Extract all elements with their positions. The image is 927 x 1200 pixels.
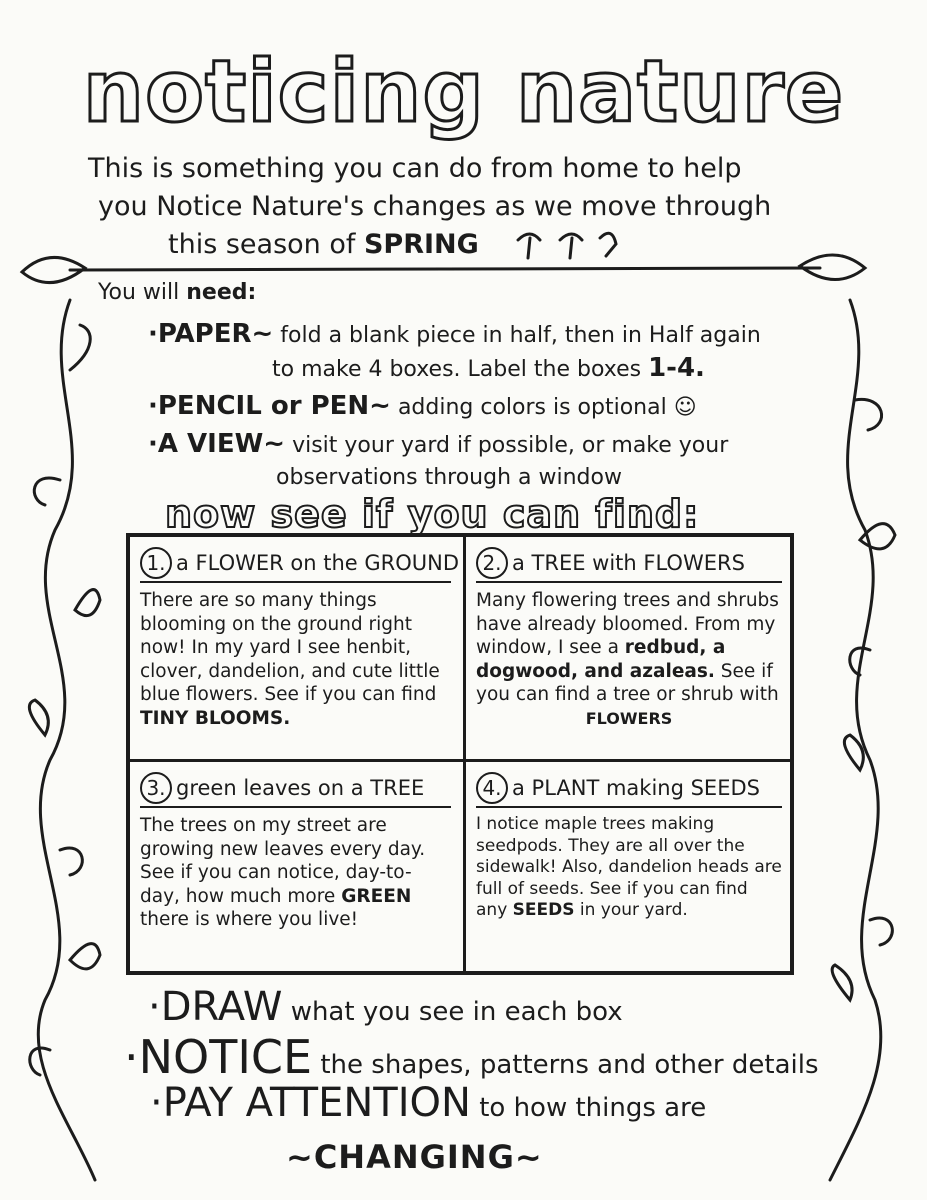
box-3-heading: 3. green leaves on a TREE [140,772,451,808]
box-4-heading: 4. a PLANT making SEEDS [476,772,782,808]
box-2-number: 2. [476,547,508,579]
box-2-heading: 2. a TREE with FLOWERS [476,547,782,583]
find-grid [126,533,794,975]
box-3 [130,762,466,971]
box-1 [130,537,466,762]
box-3-number: 3. [140,772,172,804]
box-4 [466,762,794,971]
intro-line-3: this season of SPRING [168,229,479,260]
box-2-body: Many flowering trees and shrubs have already bloomed. From my window, I see a redbud, a dogwood, and azaleas. See if you can find a tree or shrub with FLOWERS [476,590,779,728]
intro-line-2: you Notice Nature's changes as we move through [98,191,772,222]
season-word: SPRING [363,229,479,260]
action-draw: ·DRAW what you see in each box [148,984,623,1030]
need-pencil: ·PENCIL or PEN~ adding colors is optional ☺ [148,391,697,421]
you-will-need-label: You will need: [98,280,257,305]
box-1-number: 1. [140,547,172,579]
need-view: ·A VIEW~ visit your yard if possible, or make your observations through a window [148,429,729,490]
intro-text [88,150,848,264]
page-title: noticing nature [82,42,845,142]
box-1-heading: 1. a FLOWER on the GROUND [140,547,451,583]
box-2 [466,537,794,762]
need-paper: ·PAPER~ fold a blank piece in half, then in Half again to make 4 boxes. Label the boxes 1-4. [148,319,761,383]
find-heading: now see if you can find: [165,492,700,536]
changing-word: ~CHANGING~ [286,1138,543,1176]
box-4-body: I notice maple trees making seedpods. They are all over the sidewalk! Also, dandelion heads are full of seeds. See if you can find any SEEDS in your yard. [476,814,782,920]
box-3-body: The trees on my street are growing new leaves every day. See if you can notice, day-to-day, how much more GREEN there is where you live! [140,815,426,930]
box-1-body: There are so many things blooming on the ground right now! In my yard I see henbit, clover, dandelion, and cute little blue flowers. See if you can find TINY BLOOMS. [140,590,440,729]
divider-line [70,268,820,270]
box-4-number: 4. [476,772,508,804]
smiley-icon: ☺ [673,395,697,420]
action-pay-attention: ·PAY ATTENTION to how things are [150,1080,707,1126]
action-notice: ·NOTICE the shapes, patterns and other details [124,1030,819,1084]
intro-line-1: This is something you can do from home to help [88,153,742,184]
